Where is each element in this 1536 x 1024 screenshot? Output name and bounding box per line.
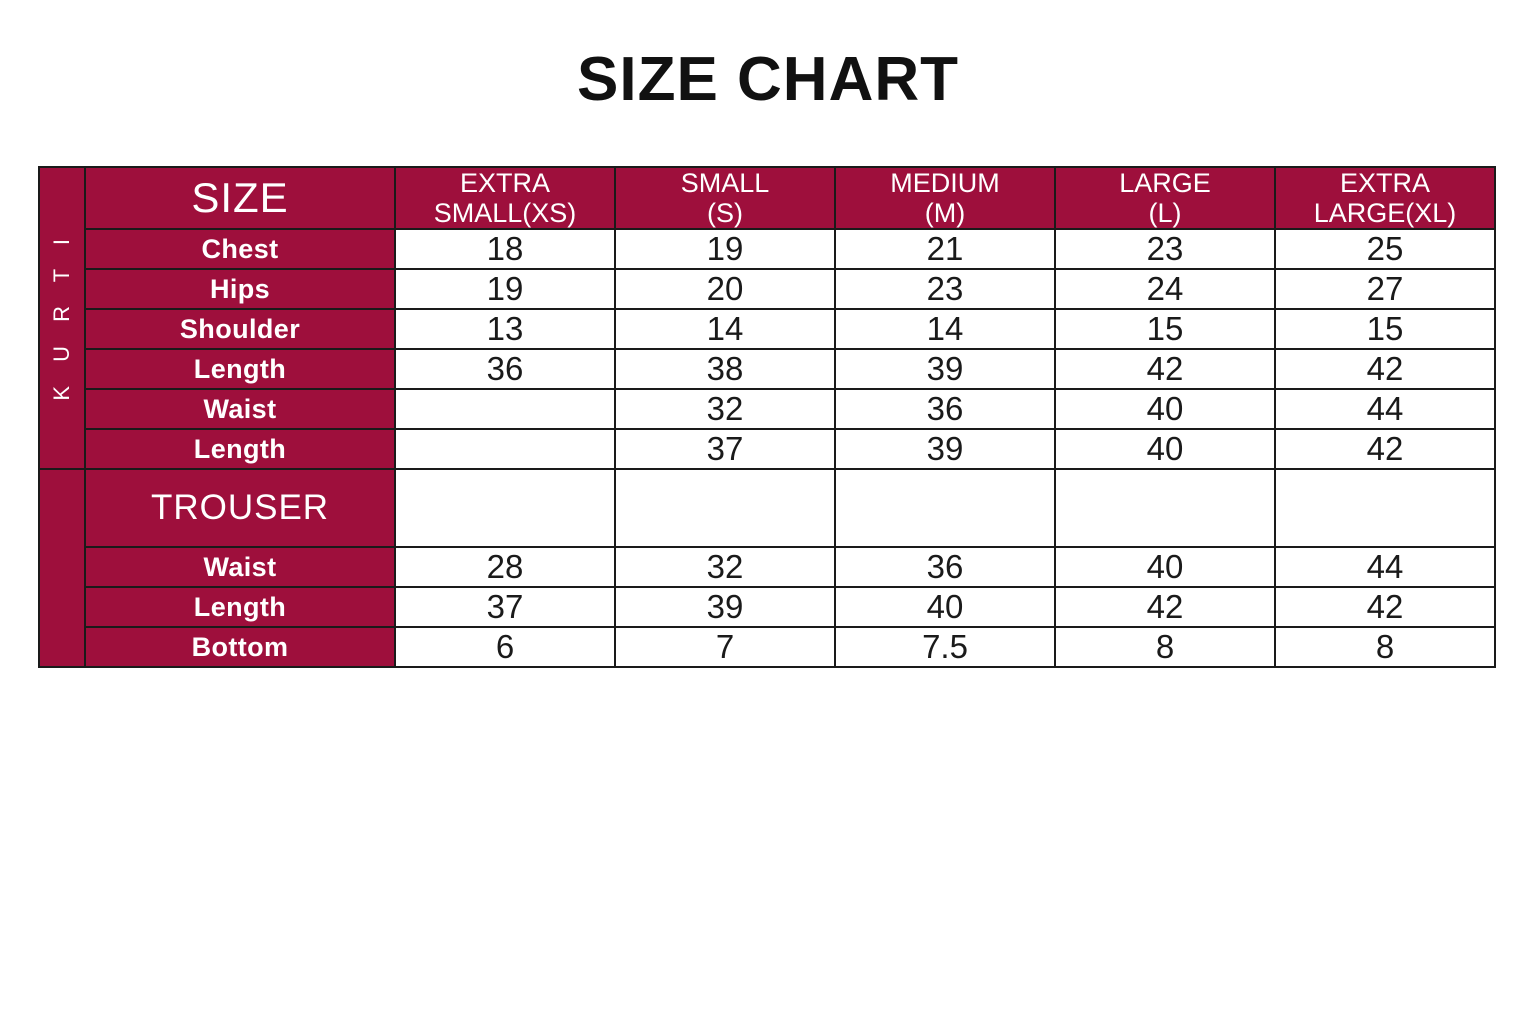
cell-hips-xs: 19	[395, 269, 615, 309]
header-col-l-line2: (L)	[1148, 198, 1182, 229]
cell-kurti-length-xl: 42	[1275, 349, 1495, 389]
cell-kurti-waist-l: 40	[1055, 389, 1275, 429]
cell-shoulder-l: 15	[1055, 309, 1275, 349]
size-chart-container	[38, 166, 1494, 668]
header-col-m	[835, 167, 1055, 229]
cell-trouser-waist-xs: 28	[395, 547, 615, 587]
cell-chest-m: 21	[835, 229, 1055, 269]
row-label-trouser-waist: Waist	[85, 547, 395, 587]
cell-trouser-title-s	[615, 469, 835, 547]
header-col-l-line1: LARGE	[1119, 168, 1211, 198]
cell-trouser-waist-l: 40	[1055, 547, 1275, 587]
table-row	[39, 547, 1495, 587]
cell-chest-xl: 25	[1275, 229, 1495, 269]
cell-trouser-title-xl	[1275, 469, 1495, 547]
cell-trouser-bottom-xl: 8	[1275, 627, 1495, 667]
cell-trouser-waist-m: 36	[835, 547, 1055, 587]
header-col-m-line2: (M)	[924, 198, 966, 229]
cell-hips-m: 23	[835, 269, 1055, 309]
table-row	[39, 229, 1495, 269]
cell-chest-xs: 18	[395, 229, 615, 269]
size-chart-table	[38, 166, 1496, 668]
cell-shoulder-m: 14	[835, 309, 1055, 349]
header-col-s	[615, 167, 835, 229]
cell-kurti-waist-xs	[395, 389, 615, 429]
cell-shoulder-xl: 15	[1275, 309, 1495, 349]
table-row	[39, 627, 1495, 667]
cell-chest-l: 23	[1055, 229, 1275, 269]
cell-chest-s: 19	[615, 229, 835, 269]
cell-kurti-length-m: 39	[835, 349, 1055, 389]
cell-trouser-length-xs: 37	[395, 587, 615, 627]
cell-kurti-length-s: 38	[615, 349, 835, 389]
group-label-kurti: K U R T I	[39, 167, 85, 469]
table-row	[39, 309, 1495, 349]
header-col-l	[1055, 167, 1275, 229]
cell-trouser-title-xs	[395, 469, 615, 547]
row-label-kurti-length: Length	[85, 349, 395, 389]
group-label-trouser-spacer	[39, 469, 85, 667]
cell-shoulder-xs: 13	[395, 309, 615, 349]
row-label-kurti-length-2: Length	[85, 429, 395, 469]
row-label-trouser: TROUSER	[85, 469, 395, 547]
header-size: SIZE	[85, 167, 395, 229]
cell-kurti-length2-s: 37	[615, 429, 835, 469]
row-label-chest: Chest	[85, 229, 395, 269]
cell-kurti-length2-l: 40	[1055, 429, 1275, 469]
cell-kurti-length-xs: 36	[395, 349, 615, 389]
cell-kurti-waist-xl: 44	[1275, 389, 1495, 429]
header-col-xl-line1: EXTRA	[1339, 168, 1431, 198]
page-title: SIZE CHART	[577, 45, 959, 114]
row-label-hips: Hips	[85, 269, 395, 309]
cell-trouser-bottom-l: 8	[1055, 627, 1275, 667]
cell-kurti-length-l: 42	[1055, 349, 1275, 389]
cell-trouser-length-s: 39	[615, 587, 835, 627]
cell-shoulder-s: 14	[615, 309, 835, 349]
cell-trouser-length-m: 40	[835, 587, 1055, 627]
cell-kurti-waist-s: 32	[615, 389, 835, 429]
row-label-shoulder: Shoulder	[85, 309, 395, 349]
header-col-m-line1: MEDIUM	[890, 168, 1000, 198]
header-col-xl	[1275, 167, 1495, 229]
row-label-kurti-waist: Waist	[85, 389, 395, 429]
cell-hips-xl: 27	[1275, 269, 1495, 309]
cell-trouser-bottom-xs: 6	[395, 627, 615, 667]
table-header-row	[39, 167, 1495, 229]
table-row	[39, 429, 1495, 469]
cell-trouser-bottom-s: 7	[615, 627, 835, 667]
cell-kurti-length2-m: 39	[835, 429, 1055, 469]
header-col-s-line2: (S)	[707, 198, 743, 229]
cell-kurti-length2-xl: 42	[1275, 429, 1495, 469]
table-row	[39, 349, 1495, 389]
cell-trouser-length-l: 42	[1055, 587, 1275, 627]
header-col-xs-line1: EXTRA	[459, 168, 551, 198]
table-row	[39, 269, 1495, 309]
header-col-xs	[395, 167, 615, 229]
header-col-s-line1: SMALL	[680, 168, 770, 198]
table-row	[39, 587, 1495, 627]
cell-trouser-length-xl: 42	[1275, 587, 1495, 627]
cell-kurti-length2-xs	[395, 429, 615, 469]
cell-trouser-title-m	[835, 469, 1055, 547]
cell-trouser-bottom-m: 7.5	[835, 627, 1055, 667]
table-group-row-trouser	[39, 469, 1495, 547]
cell-hips-s: 20	[615, 269, 835, 309]
table-row	[39, 389, 1495, 429]
row-label-trouser-length: Length	[85, 587, 395, 627]
cell-hips-l: 24	[1055, 269, 1275, 309]
cell-kurti-waist-m: 36	[835, 389, 1055, 429]
cell-trouser-waist-s: 32	[615, 547, 835, 587]
header-col-xl-line2: LARGE(XL)	[1313, 198, 1457, 229]
header-col-xs-line2: SMALL(XS)	[433, 198, 577, 229]
cell-trouser-title-l	[1055, 469, 1275, 547]
row-label-trouser-bottom: Bottom	[85, 627, 395, 667]
cell-trouser-waist-xl: 44	[1275, 547, 1495, 587]
